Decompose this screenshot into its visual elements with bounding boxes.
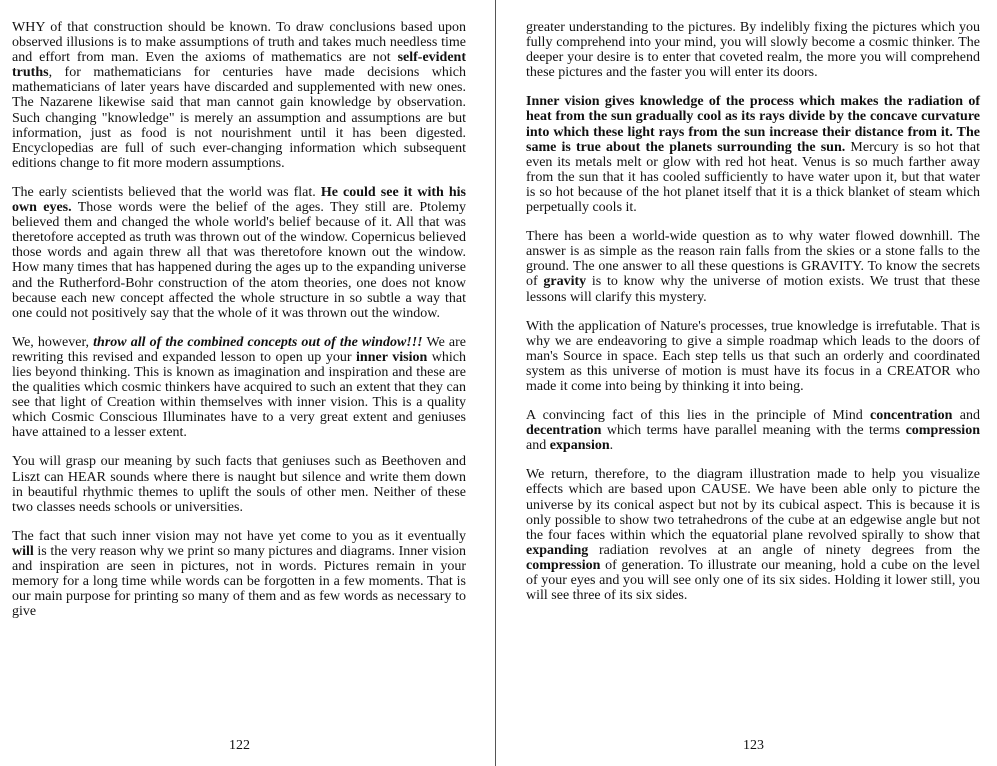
- left-page: [12, 20, 466, 619]
- emphasis-text: Inner vision gives knowledge of the process which makes the radiation of heat from the sun gradually cool as its rays divide by the concave curvature into which these light rays from the sun increase their distance from it. The same is true about the planets surrounding the sun.: [526, 94, 980, 155]
- text-run: We, however,: [12, 334, 94, 350]
- emphasis-text: throw all of the combined concepts out of the window!!!: [93, 334, 423, 350]
- text-run: is the very reason why we print so many pictures and diagrams. Inner vision and inspiration are seen in pictures, not in words. Pictures remain in your memory for a long time while words can be forgotten in a few moments. That is our main purpose for printing so many of them and as few words as necessary to give: [12, 543, 466, 620]
- paragraph: [526, 20, 980, 80]
- text-run: You will grasp our meaning by such facts that geniuses such as Beethoven and Liszt can HEAR sounds where there is naught but silence and write them down in beautiful rhythmic themes to uplift the souls of other men. Neither of these two classes needs schools or universities.: [12, 454, 466, 515]
- text-run: .: [609, 438, 614, 454]
- paragraph: [526, 94, 980, 215]
- emphasis-text: He could see it with his own eyes.: [12, 184, 467, 216]
- paragraph: [12, 529, 466, 620]
- text-run: The early scientists believed that the world was flat.: [12, 184, 321, 200]
- text-run: We return, therefore, to the diagram illustration made to help you visualize effects which are based upon CAUSE. We have been able only to picture the universe by its conical aspect but not by its cubical aspect. This is because it is only possible to show two tetrahedrons of the cube at an edgewise angle but not the four faces within which the equatorial plane revolved spirally to show that: [526, 467, 980, 543]
- text-run: Those words were the belief of the ages. They still are. Ptolemy believed them and changed the whole world's belief because of it. All that was theretofore accepted as truth was thrown out of the window. Copernicus believed those words and again threw all that was theretofore known out the window. How many times that has happened during the ages up to the expanding universe and the Rutherford-Bohr construction of the atom theories, one does not know because each new concept affected the whole structure in so subtle a way that one could not positively say that the whole of it was thrown out the window.: [12, 200, 466, 321]
- text-run: A convincing fact of this lies in the principle of Mind: [526, 408, 871, 424]
- page-number-left: 122: [229, 738, 250, 753]
- paragraph: [12, 335, 466, 441]
- emphasis-text: will: [12, 543, 34, 559]
- text-run: radiation revolves at an angle of ninety degrees from the: [588, 542, 980, 558]
- text-run: which terms have parallel meaning with the terms: [601, 423, 906, 439]
- text-run: WHY of that construction should be known. To draw conclusions based upon observed illusions is to make assumptions of truth and takes much needless time and effort from man. Even the axioms of mathematics are not: [12, 20, 466, 66]
- emphasis-text: gravity: [543, 274, 587, 290]
- text-run: The fact that such inner vision may not have yet come to you as it eventually: [12, 528, 466, 544]
- text-run: We are rewriting this revised and expanded lesson to open up your: [12, 334, 466, 365]
- paragraph: [12, 185, 466, 321]
- emphasis-text: expansion: [549, 438, 610, 454]
- book-spine: [495, 0, 496, 766]
- text-run: Mercury is so hot that even its metals melt or glow with red hot heat. Venus is so much farther away from the sun that it has cooled sufficiently to have water upon it, but that water is so hot because of the hot planet itself that it is a thick blanket of steam which perpetually cools it.: [526, 139, 980, 216]
- paragraph: [526, 229, 980, 304]
- text-run: is to know why the universe of motion exists. We trust that these lessons will clarify this mystery.: [526, 274, 980, 305]
- paragraph: [12, 454, 466, 514]
- text-run: which lies beyond thinking. This is known as imagination and inspiration and these are the qualities which cosmic thinkers have acquired to such an extent that they can see that light of Creation within themselves with inner vision. This is a quality which Cosmic Conscious Illuminates have to a very great extent and geniuses have attained to a lesser extent.: [12, 349, 467, 441]
- emphasis-text: self-evident truths: [12, 50, 466, 81]
- emphasis-text: compression: [905, 423, 980, 439]
- text-run: With the application of Nature's processes, true knowledge is irrefutable. That is why we are endeavoring to give a simple roadmap which leads to the doors of man's Source in space. Each step tells us that such an orderly and coordinated system as this universe of motion is must have its focus in a CREATOR who made it come into being by thinking it into being.: [526, 318, 980, 394]
- emphasis-text: expanding: [526, 542, 589, 558]
- page-number-right: 123: [743, 738, 764, 753]
- text-run: and: [952, 408, 980, 424]
- paragraph: [12, 20, 466, 171]
- emphasis-text: concentration: [870, 408, 953, 424]
- emphasis-text: decentration: [526, 423, 602, 439]
- right-page: [526, 20, 980, 603]
- text-run: and: [526, 438, 550, 454]
- paragraph: [526, 467, 980, 603]
- emphasis-text: inner vision: [356, 349, 428, 365]
- text-run: , for mathematicians for centuries have made decisions which mathematicians of later years have discarded and supplemented with new ones. The Nazarene likewise said that man cannot gain knowledge by observation. Such changing "knowledge" is merely an assumption and assumptions are but information, just as food is not nourishment until it has been digested. Encyclopedias are full of such ever-changing information which subsequent editions change to fit more modern assumptions.: [12, 65, 466, 171]
- text-run: greater understanding to the pictures. By indelibly fixing the pictures which you fully comprehend into your mind, you will slowly become a cosmic thinker. The deeper your desire is to enter that coveted realm, the more you will comprehend these pictures and the faster you will enter its doors.: [526, 20, 980, 81]
- paragraph: [526, 319, 980, 394]
- text-run: of generation. To illustrate our meaning, hold a cube on the level of your eyes and you will see only one of its six sides. Holding it lower still, you will see three of its six sides.: [526, 557, 980, 604]
- paragraph: [526, 408, 980, 453]
- text-run: There has been a world-wide question as to why water flowed downhill. The answer is as simple as the reason rain falls from the skies or a stone falls to the ground. The one answer to all these questions is GRAVITY. To know the secrets of: [526, 229, 980, 290]
- emphasis-text: compression: [526, 557, 601, 573]
